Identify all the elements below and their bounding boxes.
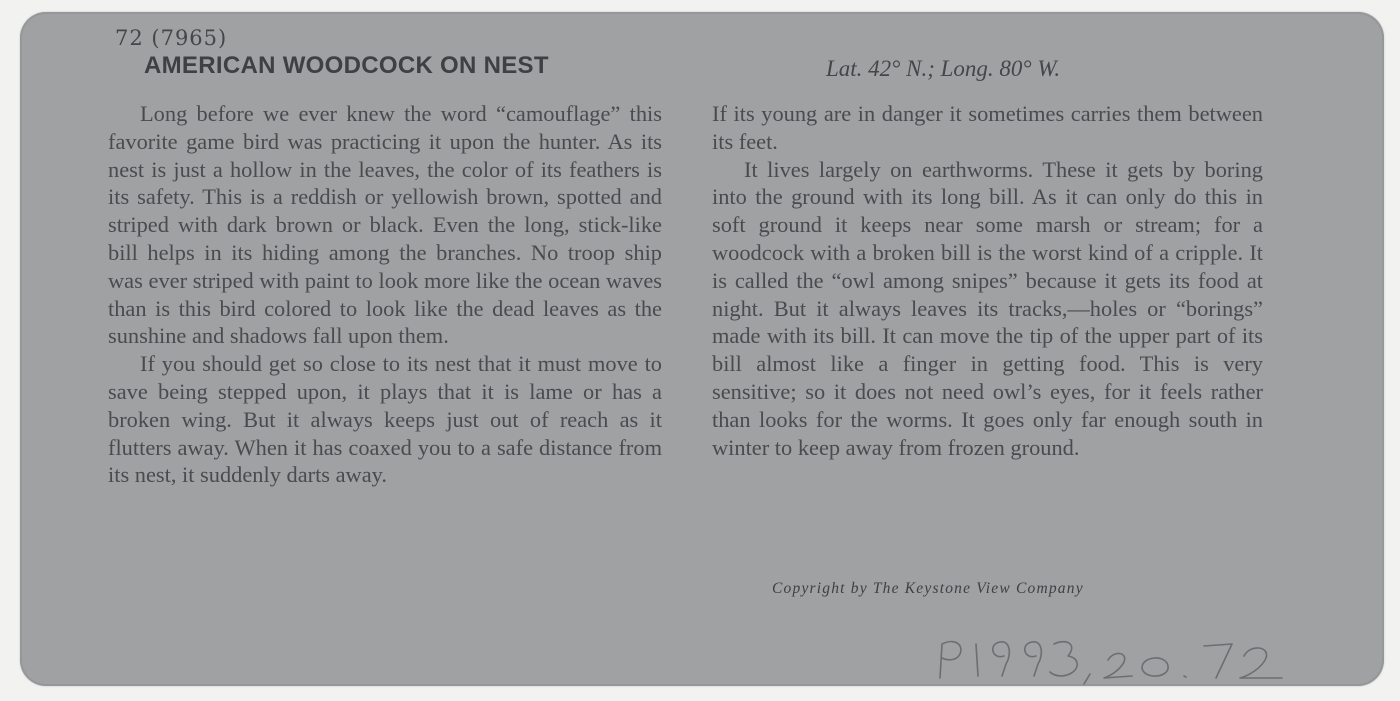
paragraph: If its young are in danger it sometimes carries them between its feet. [712,101,1263,154]
paragraph: It lives largely on earthworms. These it gets by boring into the ground with its long bill. As it can only do this in soft ground it keeps near some marsh or stream; for a woodcock with a broken bill is the worst kind of a cripple. It is called the “owl among snipes” because it gets its food at night. But it always leaves its tracks,—holes or “borings” made with its bill. It can move the tip of the upper part of its bill almost like a finger in getting food. This is very sensitive; so it does not need owl’s eyes, for it feels rather than looks for the worms. It goes only far enough south in winter to keep away from frozen ground. [712,156,1263,460]
handwritten-accession-number [932,630,1292,690]
paragraph: If you should get so close to its nest that it must move to save being stepped upon, it plays that it is lame or has a broken wing. But it always keeps just out of reach as it flutters away. When it has coaxed you to a safe distance from its nest, it suddenly darts away. [108,351,662,488]
text-column-left [108,100,662,489]
card-title: AMERICAN WOODCOCK ON NEST [144,52,549,79]
stereoview-card-back [20,12,1384,686]
card-number: 72 (7965) [115,26,228,50]
text-column-right [712,100,1263,461]
paragraph: Long before we ever knew the word “camouflage” this favorite game bird was practicing it upon the hunter. As its nest is just a hollow in the leaves, the color of its feathers is its safety. This is a reddish or yellowish brown, spotted and striped with dark brown or black. Even the long, stick-like bill helps in its hiding among the branches. No troop ship was ever striped with paint to look more like the ocean waves than is this bird colored to look like the dead leaves as the sunshine and shadows fall upon them. [108,101,662,349]
coordinates: Lat. 42° N.; Long. 80° W. [826,56,1061,81]
copyright-notice: Copyright by The Keystone View Company [772,580,1084,597]
